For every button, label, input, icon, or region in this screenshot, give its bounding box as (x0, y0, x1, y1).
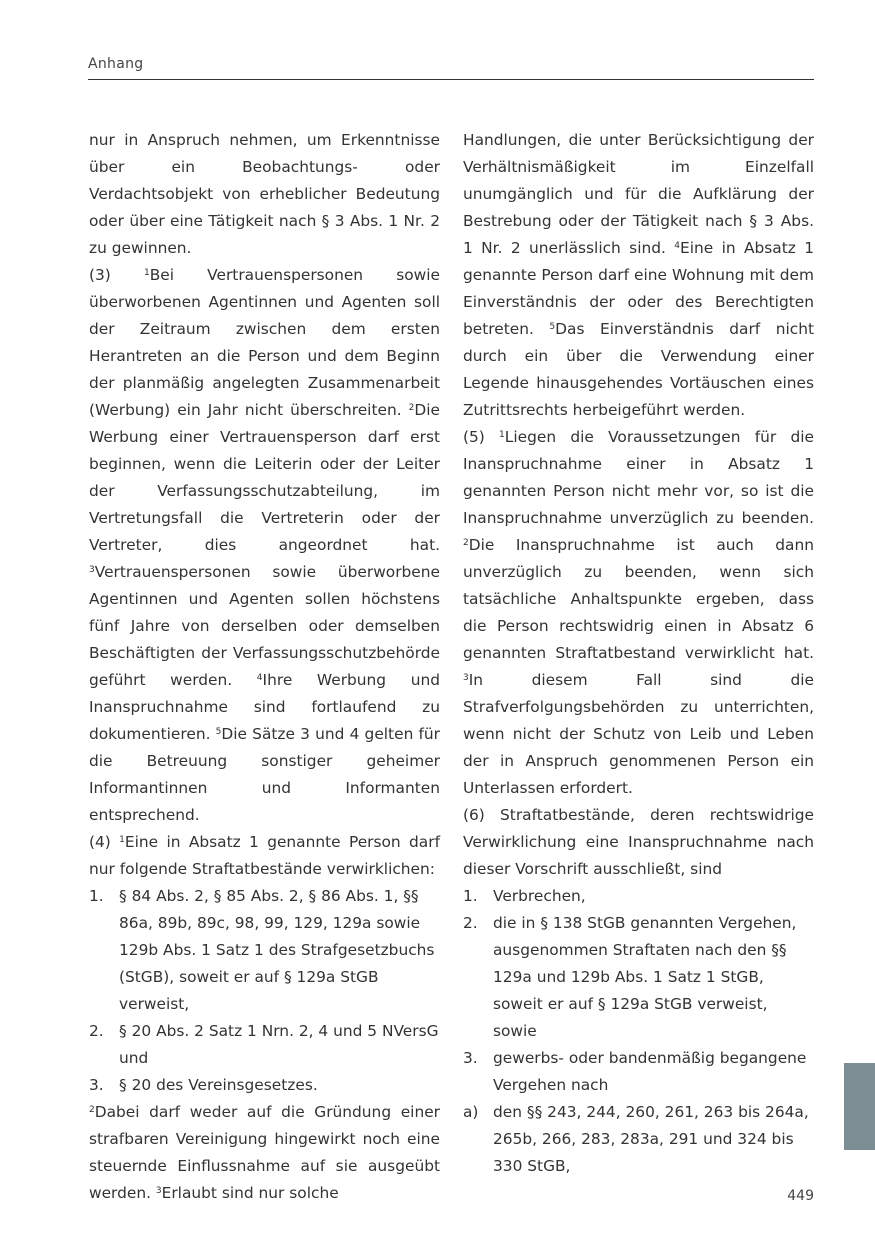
sentence-number: 5 (549, 322, 556, 332)
sub-list-item (463, 1099, 814, 1180)
sentence-text: In diesem Fall sind die Strafverfolgungsbehörden zu unterrichten, wenn nicht der Schutz von Leib und Leben der in Anspruch genommenen Person ein Unterlassen erfordert. (463, 671, 814, 797)
sentence-number: 2 (89, 1105, 95, 1115)
paragraph-text: (6) Straftatbestände, deren rechtswidrige Verwirklichung eine Inanspruchnahme nach dieser Vorschrift ausschließt, sind (463, 806, 814, 878)
sentence-text: Die Inanspruchnahme ist auch dann unverzüglich zu beenden, wenn sich tatsächliche Anhaltspunkte ergeben, dass die Person rechtswidrig einen in Absatz 6 genannten Straftatbestand verwirklicht hat. (463, 536, 814, 662)
list-number: 1. (89, 887, 104, 905)
sentence-number: 2 (408, 403, 415, 413)
paragraph-3 (89, 262, 440, 829)
page-number: 449 (787, 1188, 814, 1204)
sentence-number: 4 (674, 241, 680, 251)
list-number: 1. (463, 887, 478, 905)
sentence-number: 1 (499, 430, 505, 440)
running-header: Anhang (88, 56, 144, 72)
paragraph-lead: (5) (463, 428, 500, 446)
sentence-number: 3 (463, 673, 469, 683)
list-item (89, 1072, 440, 1099)
sentence-text: Vertrauenspersonen sowie überworbene Agentinnen und Agenten sollen höchstens fünf Jahre von derselben oder demselben Beschäftigten der Verfassungsschutzbehörde geführt werden. (89, 563, 440, 689)
list-item (463, 910, 814, 1045)
paragraph-lead: (4) (89, 833, 120, 851)
paragraph-4-continued (89, 1099, 440, 1207)
paragraph-6 (463, 802, 814, 883)
left-column (89, 127, 440, 1207)
list-item (89, 1018, 440, 1072)
sentence-text: Eine in Absatz 1 genannte Person darf nur folgende Straftatbestände verwirklichen: (89, 833, 440, 878)
list-number: 3. (463, 1049, 478, 1067)
sentence-text: Das Einverständnis darf nicht durch ein über die Verwendung einer Legende hinausgehendes Vortäuschen eines Zutrittsrechts herbeigeführt werden. (463, 320, 814, 419)
right-column (463, 127, 814, 1180)
sentence-number: 4 (256, 673, 263, 683)
list-number: 2. (463, 914, 478, 932)
sentence-text: Dabei darf weder auf die Gründung einer strafbaren Vereinigung hingewirkt noch eine steuernde Einflussnahme auf sie ausgeübt werden. (89, 1103, 440, 1202)
sentence-text: Die Werbung einer Vertrauensperson darf erst beginnen, wenn die Leiterin oder der Leiter der Verfassungsschutzabteilung, im Vertretungsfall die Vertreterin oder der Vertreter, dies angeordnet hat. (89, 401, 440, 554)
list-item (89, 883, 440, 1018)
sentence-number: 5 (215, 727, 222, 737)
paragraph-4 (89, 829, 440, 883)
paragraph-text: nur in Anspruch nehmen, um Erkenntnisse über ein Beobachtungs- oder Verdachtsobjekt von erheblicher Bedeutung oder über eine Tätigkeit nach § 3 Abs. 1 Nr. 2 zu gewinnen. (89, 131, 440, 257)
list-text: die in § 138 StGB genannten Vergehen, ausgenommen Straftaten nach den §§ 129a und 129b Abs. 1 Satz 1 StGB, soweit er auf § 129a StGB verweist, sowie (493, 914, 797, 1040)
list-text: § 84 Abs. 2, § 85 Abs. 2, § 86 Abs. 1, §§ 86a, 89b, 89c, 98, 99, 129, 129a sowie 129b Abs. 1 Satz 1 des Strafgesetzbuchs (StGB), soweit er auf § 129a StGB verweist, (119, 887, 435, 1013)
header-rule (88, 79, 814, 80)
chapter-thumb-tab (844, 1063, 875, 1150)
sentence-number: 2 (463, 538, 469, 548)
list-text: gewerbs- oder bandenmäßig begangene Vergehen nach (493, 1049, 807, 1094)
list-item (463, 1045, 814, 1099)
sentence-text: Liegen die Voraussetzungen für die Inanspruchnahme einer in Absatz 1 genannten Person nicht mehr vor, so ist die Inanspruchnahme unverzüglich zu beenden. (463, 428, 814, 527)
list-text: § 20 des Vereinsgesetzes. (119, 1076, 318, 1094)
sentence-number: 3 (155, 1186, 162, 1196)
list-number: a) (463, 1103, 479, 1121)
list-text: § 20 Abs. 2 Satz 1 Nrn. 2, 4 und 5 NVersG und (119, 1022, 439, 1067)
list-number: 2. (89, 1022, 104, 1040)
sentence-number: 1 (119, 835, 125, 845)
sentence-text: Ihre Werbung und Inanspruchnahme sind fortlaufend zu dokumentieren. (89, 671, 440, 743)
sentence-number: 3 (89, 565, 95, 575)
sentence-text: Bei Vertrauenspersonen sowie überworbenen Agentinnen und Agenten soll der Zeitraum zwischen dem ersten Herantreten an die Person und dem Beginn der planmäßig angelegten Zusammenarbeit (Werbung) ein Jahr nicht überschreiten. (89, 266, 440, 419)
paragraph-lead: (3) (89, 266, 144, 284)
sentence-text: Eine in Absatz 1 genannte Person darf eine Wohnung mit dem Einverständnis der oder des Berechtigten betreten. (463, 239, 814, 338)
sentence-text: Die Sätze 3 und 4 gelten für die Betreuung sonstiger geheimer Informantinnen und Informanten entsprechend. (89, 725, 441, 824)
list-text: den §§ 243, 244, 260, 261, 263 bis 264a, 265b, 266, 283, 283a, 291 und 324 bis 330 StGB, (493, 1103, 809, 1175)
sentence-text: Handlungen, die unter Berücksichtigung der Verhältnismäßigkeit im Einzelfall unumgänglich und für die Aufklärung der Bestrebung oder der Tätigkeit nach § 3 Abs. 1 Nr. 2 unerlässlich sind. (463, 131, 814, 257)
paragraph-4-end (463, 127, 814, 424)
list-item (463, 883, 814, 910)
paragraph-5 (463, 424, 814, 802)
list-text: Verbrechen, (493, 887, 586, 905)
sentence-text: Erlaubt sind nur solche (161, 1184, 339, 1202)
paragraph-continuation (89, 127, 440, 262)
list-number: 3. (89, 1076, 104, 1094)
sentence-number: 1 (143, 268, 150, 278)
